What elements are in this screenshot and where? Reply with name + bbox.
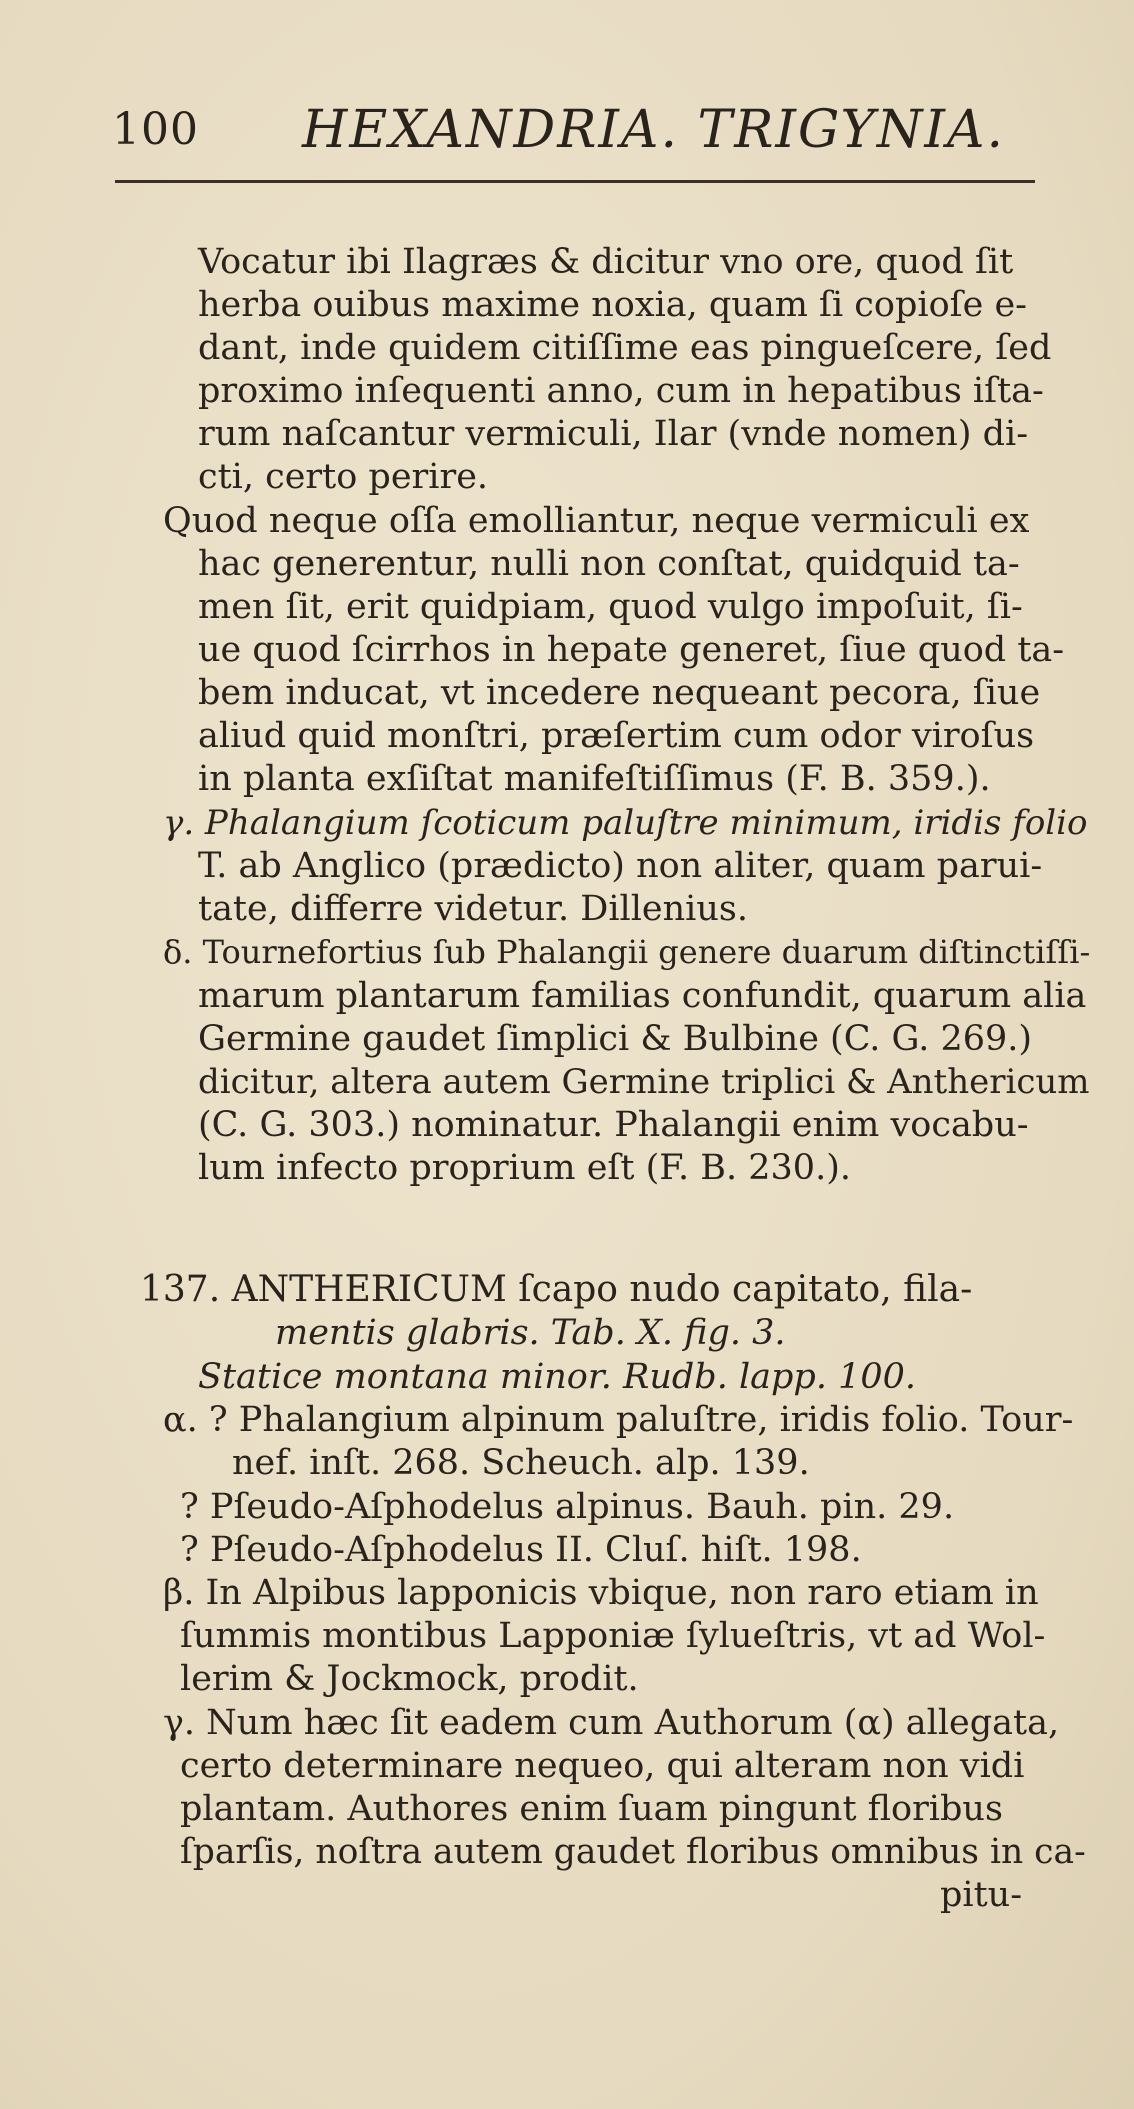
text-line: proximo inſequenti anno, cum in hepatibus iſta- — [198, 371, 1044, 411]
page-number: 100 — [112, 104, 199, 155]
text-line: ſparſis, noſtra autem gaudet floribus omnibus in ca- — [180, 1832, 1086, 1872]
synonym-line: Statice montana minor. Rudb. lapp. 100. — [198, 1357, 917, 1397]
text-line: mentis glabris. Tab. X. fig. 3. — [275, 1313, 786, 1353]
text-line: certo determinare nequeo, qui alteram non vidi — [180, 1746, 1025, 1786]
text-line: men ſit, erit quidpiam, quod vulgo impoſuit, ſi- — [198, 587, 1023, 627]
synonym-line: α. ? Phalangium alpinum paluſtre, iridis folio. Tour- — [163, 1400, 1074, 1440]
text-line: herba ouibus maxime noxia, quam ſi copioſe e- — [198, 285, 1027, 325]
text-line: δ. Tournefortius ſub Phalangii genere duarum diſtinctiſſi- — [163, 933, 1091, 971]
text-line: plantam. Authores enim ſuam pingunt floribus — [180, 1789, 1003, 1829]
text-line: aliud quid monſtri, præſertim cum odor viroſus — [198, 716, 1035, 756]
text-line: Germine gaudet ſimplici & Bulbine (C. G. 269.) — [198, 1019, 1033, 1059]
text-line: hac generentur, nulli non conſtat, quidquid ta- — [198, 544, 1020, 584]
text-line: dant, inde quidem citiſſime eas pingueſcere, ſed — [198, 328, 1052, 368]
text-line: T. ab Anglico (prædicto) non aliter, quam parui- — [198, 846, 1043, 886]
text-line: ue quod ſcirrhos in hepate generet, ſiue quod ta- — [198, 630, 1065, 670]
text-line: cti, certo perire. — [198, 457, 489, 497]
text-line: bem inducat, vt incedere nequeant pecora, ſiue — [198, 673, 1041, 713]
text-line: nef. inſt. 268. Scheuch. alp. 139. — [232, 1443, 810, 1483]
text-line: ſummis montibus Lapponiæ ſylueſtris, vt ad Wol- — [180, 1616, 1046, 1656]
text-line: tate, differre videtur. Dillenius. — [198, 889, 748, 929]
running-title: HEXANDRIA. TRIGYNIA. — [302, 100, 1005, 160]
text-line: marum plantarum familias confundit, quarum alia — [198, 976, 1087, 1016]
text-line: γ. Phalangium ſcoticum paluſtre minimum, iridis folio — [163, 803, 1088, 843]
text-line: β. In Alpibus lapponicis vbique, non raro etiam in — [163, 1573, 1039, 1613]
text-line: lerim & Jockmock, prodit. — [180, 1659, 639, 1699]
text-line: dicitur, altera autem Germine triplici & Anthericum — [198, 1062, 1090, 1102]
text-line: Quod neque oſſa emolliantur, neque vermiculi ex — [163, 501, 1030, 541]
text-line: γ. Num hæc ſit eadem cum Authorum (α) allegata, — [163, 1703, 1060, 1743]
synonym-line: ? Pſeudo-Aſphodelus alpinus. Bauh. pin. 29. — [180, 1487, 955, 1527]
text-line: Vocatur ibi Ilagræs & dicitur vno ore, quod ſit — [198, 242, 1014, 282]
text-line: in planta exſiſtat manifeſtiſſimus (F. B. 359.). — [198, 759, 991, 799]
catchword: pitu- — [940, 1875, 1023, 1915]
text-line: rum naſcantur vermiculi, Ilar (vnde nomen) di- — [198, 414, 1029, 454]
species-heading: 137. ANTHERICUM ſcapo nudo capitato, fila- — [140, 1269, 973, 1310]
running-header — [112, 100, 1032, 160]
text-line: lum infecto proprium eſt (F. B. 230.). — [198, 1148, 851, 1188]
text-line: (C. G. 303.) nominatur. Phalangii enim vocabu- — [198, 1105, 1029, 1145]
synonym-line: ? Pſeudo-Aſphodelus II. Cluſ. hiſt. 198. — [180, 1530, 862, 1570]
header-rule — [115, 180, 1035, 183]
